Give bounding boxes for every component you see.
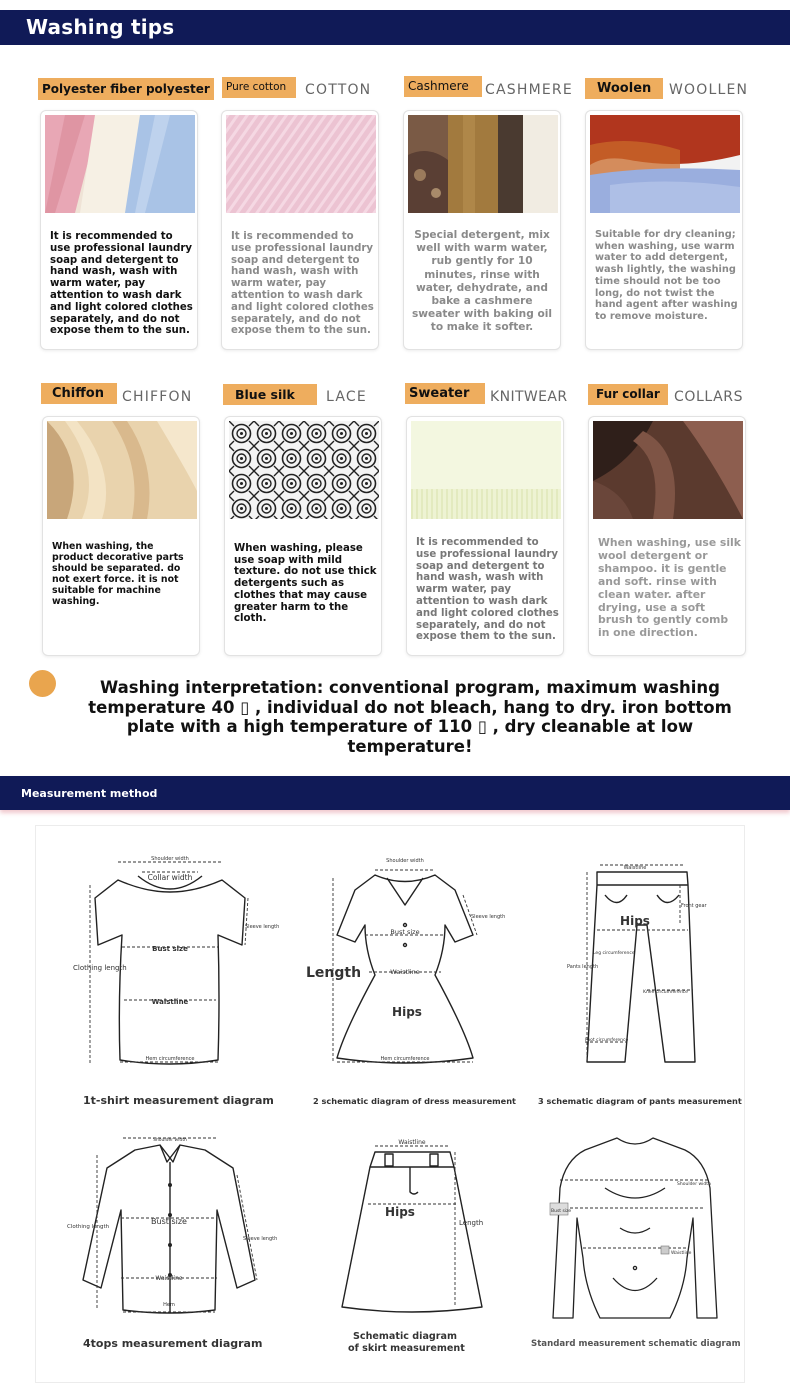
fabric-tag-blue-silk: Blue silk: [223, 384, 317, 405]
skirt-caption-line1: Schematic diagram: [353, 1331, 458, 1342]
measurement-banner: [0, 776, 790, 810]
measurement-title: Measurement method: [21, 787, 158, 800]
tshirt-diagram: [70, 850, 280, 1075]
orange-bullet-dot: [29, 670, 56, 697]
fabric-tag-cotton: Pure cotton: [222, 77, 296, 98]
fabric-eng-lace: LACE: [326, 389, 367, 405]
tshirt-waist-label: Waistline: [151, 998, 189, 1006]
tops-bust-label: Bust size: [151, 1217, 187, 1226]
cotton-fabric-photo: [226, 115, 376, 213]
tshirt-collar-label: Collar width: [147, 873, 193, 882]
pants-hips-label: Hips: [620, 914, 650, 928]
dress-waist-label: Waistline: [390, 968, 420, 976]
pants-waist-label: Waistline: [623, 865, 647, 871]
lace-fabric-photo: [229, 421, 379, 519]
fabric-card-fur-collar: [588, 416, 746, 656]
fabric-tag-polyester: Polyester fiber polyester: [38, 78, 214, 100]
fabric-eng-knitwear: KNITWEAR: [490, 389, 568, 405]
washing-tips-title: Washing tips: [26, 15, 175, 39]
dress-hem-label: Hem circumference: [380, 1056, 430, 1062]
tops-waist-label: Waistline: [155, 1275, 183, 1282]
fabric-card-blue-silk: [224, 416, 382, 656]
skirt-caption-line2: of skirt measurement: [348, 1343, 465, 1354]
fabric-tag-chiffon: Chiffon: [41, 383, 117, 404]
fabric-tag-cashmere: Cashmere: [404, 76, 482, 97]
tshirt-sleeve-label: Sleeve length: [245, 924, 280, 930]
woolen-fabric-photo: [590, 115, 740, 213]
pants-knee-label: Knee circumference: [643, 990, 688, 995]
fabric-card-polyester: [40, 110, 198, 350]
tops-sleeve-label: Sleeve length: [243, 1236, 278, 1242]
fabric-card-chiffon: [42, 416, 200, 656]
tshirt-bust-label: Bust size: [152, 945, 188, 953]
standard-bust-label: Bust size: [551, 1209, 572, 1214]
tops-caption: 4tops measurement diagram: [83, 1337, 263, 1350]
fabric-tag-sweater: Sweater: [405, 383, 485, 404]
cotton-description: It is recommended to use professional laundry soap and detergent to hand wash, wash with warm water, pay attention to wash dark and light colored clothes separately, and do not expose them to the sun.: [231, 231, 374, 337]
fabric-eng-chiffon: CHIFFON: [122, 389, 193, 405]
washing-interpretation: Washing interpretation: conventional program, maximum washing temperature 40 ▯ , individual do not bleach, hang to dry. iron bottom plate with a high temperature of 110 ▯ , dry cleanable at low temperature!: [88, 678, 732, 756]
fur-collar-description: When washing, use silk wool detergent or shampoo. it is gentle and soft. rinse with clean water. after drying, use a soft brush to gently comb in one direction.: [598, 536, 741, 640]
fabric-eng-woolen: WOOLLEN: [669, 82, 749, 98]
tshirt-length-label: Clothing length: [73, 964, 127, 972]
fabric-tag-fur-collar: Fur collar: [588, 384, 668, 405]
polyester-description: It is recommended to use professional laundry soap and detergent to hand wash, wash with warm water, pay attention to wash dark and light colored clothes separately, and do not expose them to the sun.: [50, 231, 193, 337]
dress-bust-label: Bust size: [390, 928, 420, 936]
fabric-card-cashmere: [403, 110, 561, 350]
pants-diagram: [555, 850, 725, 1075]
cashmere-description: Special detergent, mix well with warm water, rub gently for 10 minutes, rinse with water, dehydrate, and bake a cashmere sweater with baking oil to make it softer.: [411, 229, 553, 334]
dress-shoulder-label: Shoulder width: [386, 858, 424, 864]
pants-caption: 3 schematic diagram of pants measurement: [538, 1096, 742, 1106]
blue-silk-description: When washing, please use soap with mild texture. do not use thick detergents such as clothes that may cause greater harm to the cloth.: [234, 543, 377, 625]
skirt-diagram: [330, 1132, 495, 1322]
tops-shoulder-label: Shoulder width: [153, 1138, 187, 1143]
chiffon-description: When washing, the product decorative parts should be separated. do not exert force. it is not suitable for machine washing.: [52, 541, 184, 607]
tops-diagram: [65, 1130, 278, 1320]
woolen-description: Suitable for dry cleaning; when washing, use warm water to add detergent, wash lightly, the washing time should not be too long, do not twist the hand agent after washing to remove moisture.: [595, 229, 738, 322]
fabric-eng-cotton: COTTON: [305, 82, 372, 98]
fabric-tag-woolen: Woolen: [585, 78, 663, 99]
standard-waist-label: Waistline: [671, 1251, 692, 1256]
fabric-eng-cashmere: CASHMERE: [485, 82, 573, 98]
tshirt-caption: 1t-shirt measurement diagram: [83, 1094, 274, 1107]
polyester-fabric-photo: [45, 115, 195, 213]
pants-length-label: Pants length: [567, 964, 599, 970]
tshirt-hem-label: Hem circumference: [145, 1056, 195, 1062]
dress-length-label: Length: [306, 965, 362, 981]
standard-body-diagram: [545, 1128, 725, 1323]
tshirt-shoulder-label: Shoulder width: [151, 856, 189, 862]
dress-caption: 2 schematic diagram of dress measurement: [313, 1096, 516, 1106]
sweater-description: It is recommended to use professional laundry soap and detergent to hand wash, wash with warm water, pay attention to wash dark and light colored clothes separately, and do not expose them to the sun.: [416, 537, 559, 643]
fabric-card-woolen: [585, 110, 743, 350]
pants-leg-label: Leg circumference: [593, 951, 635, 956]
dress-hips-label: Hips: [392, 1005, 422, 1019]
fabric-eng-collars: COLLARS: [674, 389, 744, 405]
standard-caption: Standard measurement schematic diagram: [531, 1339, 741, 1349]
skirt-length-label: Length: [459, 1219, 484, 1227]
pants-front-gear-label: Front gear: [681, 903, 707, 909]
tops-hem-label: Hem: [163, 1302, 175, 1308]
chiffon-fabric-photo: [47, 421, 197, 519]
fabric-card-cotton: [221, 110, 379, 350]
pants-foot-label: Foot circumference: [585, 1038, 629, 1043]
fabric-card-sweater: [406, 416, 564, 656]
knitwear-fabric-photo: [411, 421, 561, 519]
cashmere-fabric-photo: [408, 115, 558, 213]
washing-tips-banner: [0, 10, 790, 45]
dress-diagram: [305, 850, 505, 1075]
fur-fabric-photo: [593, 421, 743, 519]
standard-shoulder-label: Shoulder width: [677, 1182, 711, 1187]
skirt-waist-label: Waistline: [398, 1139, 426, 1146]
skirt-hips-label: Hips: [385, 1205, 415, 1219]
dress-sleeve-label: Sleeve length: [471, 914, 506, 920]
tops-length-label: Clothing length: [67, 1224, 110, 1230]
